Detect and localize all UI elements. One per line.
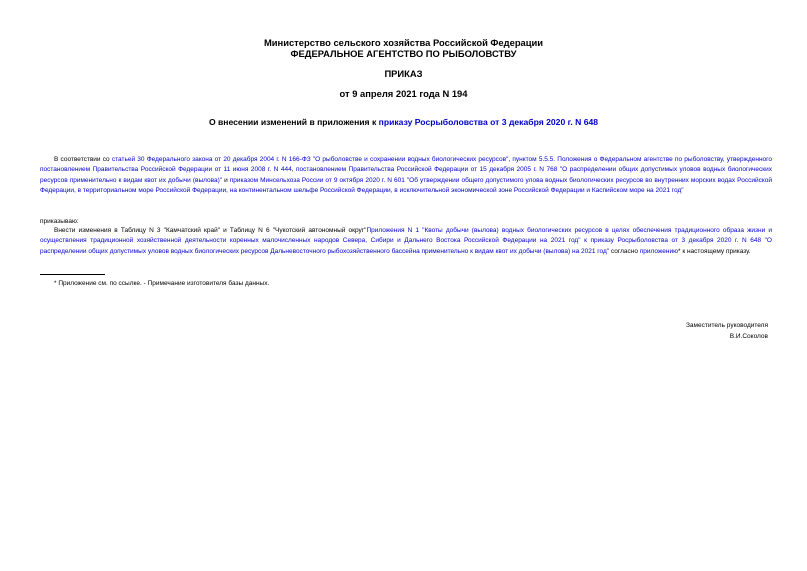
ministry-heading: Министерство сельского хозяйства Российской Федерации bbox=[263, 37, 544, 48]
document-title bbox=[0, 117, 807, 127]
preamble-text-3: , bbox=[291, 166, 296, 174]
doc-type-heading: ПРИКАЗ bbox=[384, 68, 423, 79]
preamble-text-2: , bbox=[508, 156, 513, 163]
preamble-text-4: и bbox=[222, 176, 230, 184]
link-regulation-444[interactable]: пунктом 5.5.5. Положения о Федеральном агентстве по рыболовству, утвержденного постановлением Правительства Российской Федерации от 11 июня 2008 г. N 444 bbox=[40, 156, 772, 174]
order-word: приказываю: bbox=[40, 218, 79, 225]
preamble-paragraph bbox=[40, 155, 772, 197]
order-body-paragraph bbox=[40, 226, 772, 257]
body-text-3: * к настоящему приказу. bbox=[677, 247, 751, 255]
signatory-name: В.И.Соколов bbox=[729, 332, 768, 340]
footnote-divider bbox=[40, 274, 105, 275]
date-number-heading: от 9 апреля 2021 года N 194 bbox=[339, 88, 468, 99]
body-text-1: Внести изменения в Таблицу N 3 "Камчатский край" и Таблицу N 6 "Чукотский автономный округ" bbox=[54, 227, 367, 234]
title-text: О внесении изменений в приложения к bbox=[208, 117, 379, 127]
body-text-2: согласно bbox=[609, 247, 640, 255]
signatory-position: Заместитель руководителя bbox=[686, 322, 768, 329]
preamble-text-1: В соответствии со bbox=[54, 156, 112, 163]
link-minselkhoz-order-601[interactable]: приказом Минсельхоза России от 9 октября 2020 г. N 601 "Об утверждении общего допустимого улова водных биологических ресурсов во внутренних морских водах Российской Федерации, в территориальном море Российской Федерации, на континентальном шельфе Российской Федерации, в исключительной экономической зоне Российской Федерации и Каспийском море на 2021 год" bbox=[40, 176, 773, 195]
title-link-order-648[interactable]: приказу Росрыболовства от 3 декабря 2020 г. N 648 bbox=[378, 117, 599, 127]
agency-heading: ФЕДЕРАЛЬНОЕ АГЕНТСТВО ПО РЫБОЛОВСТВУ bbox=[290, 48, 517, 59]
link-appendix-1[interactable]: Приложения N 1 "Квоты добычи (вылова) водных биологических ресурсов в целях обеспечения традиционного образа жизни и осуществления традиционной хозяйственной деятельности коренных малочисленных народов Севера, Сибири и Дальнего Востока Российской Федерации на 2021 год" к приказу Росрыболовства от 3 декабря 2020 г. N 648 "О распределении общих допустимых уловов водных биологических ресурсов Дальневосточного рыбохозяйственного бассейна применительно к видам квот их добычи (вылова) на 2021 год" bbox=[40, 227, 772, 255]
link-government-decree-768[interactable]: постановлением Правительства Российской Федерации от 15 декабря 2005 г. N 768 "О распределении общих допустимых уловов водных биологических ресурсов применительно к видам квот их добычи (вылова)" bbox=[40, 166, 772, 184]
footnote: * Приложение см. по ссылке. - Примечание изготовителя базы данных. bbox=[54, 280, 270, 287]
link-appendix[interactable]: приложению bbox=[639, 247, 678, 255]
signature-block bbox=[686, 321, 768, 342]
link-federal-law-166[interactable]: статьей 30 Федерального закона от 20 декабря 2004 г. N 166-ФЗ "О рыболовстве и сохранении водных биологических ресурсов" bbox=[111, 156, 509, 163]
